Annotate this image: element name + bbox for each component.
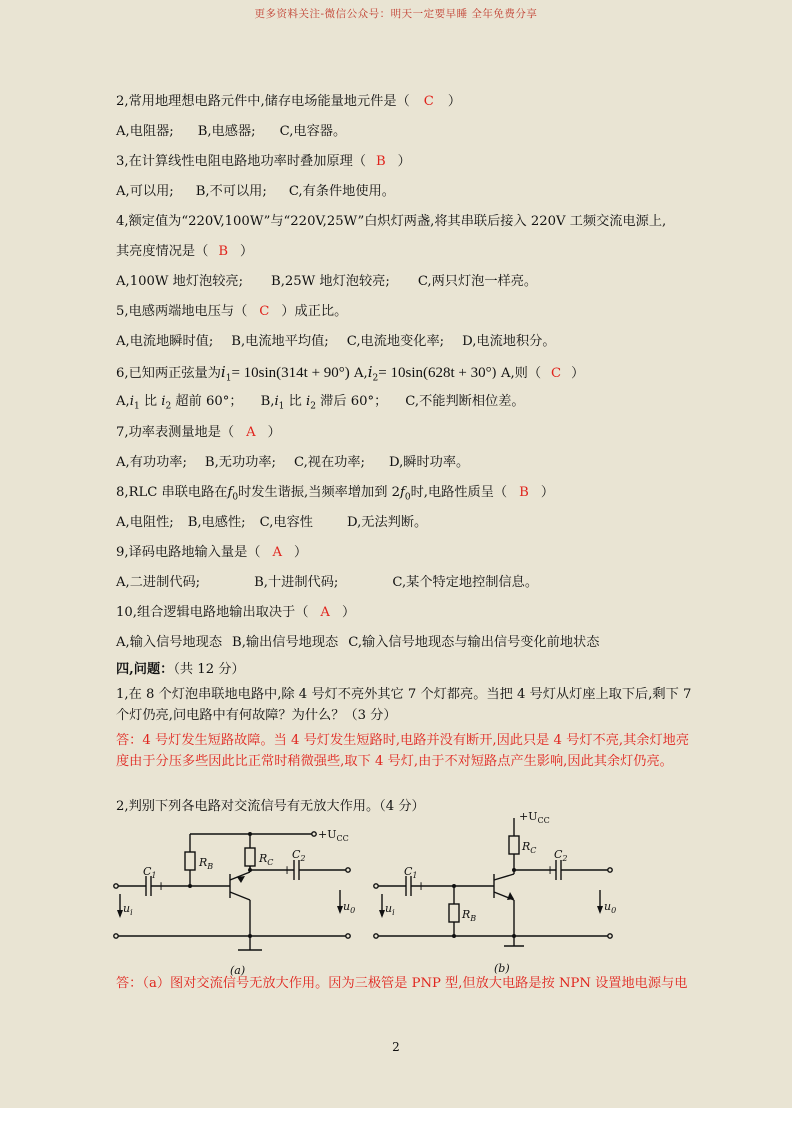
- question-8-stem-b: 时,电路性质呈（: [410, 485, 508, 500]
- i2-expression: = 10sin(628t + 30°: [378, 365, 492, 381]
- answer-6: C: [551, 366, 562, 381]
- c1-label-b: $C_1$: [404, 865, 418, 880]
- uo-label-b: $u_0$: [604, 900, 617, 915]
- option-b: B,输出信号地现态: [232, 635, 339, 650]
- question-9-stem: 9,译码电路地输入量是（: [116, 545, 261, 560]
- question-8: 8,RLC 串联电路在$f_0$时发生谐振,当频率增加到 $2f_0$时,电路性质呈（ B ）: [116, 485, 554, 503]
- vcc-label-a: $+U_{CC}$: [318, 828, 349, 843]
- page-number: 2: [392, 1040, 400, 1054]
- option-c: C,某个特定地控制信息。: [392, 575, 539, 590]
- plus-sign: +: [545, 863, 556, 877]
- question-4-line1: 4,额定值为“220V,100W”与“220V,25W”白炽灯两盏,将其串联后接入 220V 工频交流电源上,: [116, 214, 667, 229]
- uo-label-a: $u_0$: [343, 900, 356, 915]
- paren-close: ）: [341, 605, 356, 620]
- paren-close: ）: [240, 244, 254, 259]
- paren-close: ）: [447, 94, 461, 109]
- answer-2: C: [423, 94, 434, 109]
- question-10: [116, 605, 355, 621]
- option-a: A,有功功率;: [116, 455, 187, 470]
- option-b: B,不可以用;: [195, 184, 267, 199]
- options-5: [116, 334, 556, 350]
- answer-8: B: [519, 485, 529, 500]
- plus-sign: +: [416, 879, 427, 893]
- answer-5: C: [259, 304, 270, 319]
- options-3: [116, 184, 395, 200]
- ui-label-b: $u_i$: [385, 902, 395, 917]
- paren-close: ）: [294, 545, 308, 560]
- option-a: A,100W 地灯泡较亮;: [116, 274, 244, 289]
- rb-label-b: $R_B$: [462, 908, 477, 923]
- option-b: B,电感性;: [187, 515, 246, 530]
- options-4: [116, 274, 537, 290]
- question-5: [116, 304, 347, 320]
- option-c: C,两只灯泡一样亮。: [417, 274, 538, 289]
- word-bi: 比: [288, 394, 302, 409]
- question-8-stem: 8,RLC 串联电路在: [116, 485, 228, 500]
- rc-label-b: $R_C$: [522, 840, 537, 855]
- options-7: [116, 455, 469, 471]
- option-a: A,输入信号地现态: [116, 635, 223, 650]
- c1-label-a: $C_1$: [143, 865, 157, 880]
- unit-a: A,: [354, 366, 368, 381]
- option-b: B,电感器;: [197, 124, 256, 139]
- options-9: [116, 575, 538, 591]
- caption-b: (b): [494, 962, 510, 975]
- question-2: [116, 94, 461, 110]
- vcc-label-b: $+U_{CC}$: [519, 810, 550, 825]
- paren-close: ）: [571, 366, 585, 381]
- answer-4: B: [218, 244, 229, 259]
- option-d: D,无法判断。: [347, 515, 428, 530]
- options-10: [116, 635, 599, 651]
- option-b: B,电流地平均值;: [231, 334, 329, 349]
- circuit-diagrams: [0, 800, 792, 980]
- option-c: C,不能判断相位差。: [405, 394, 525, 409]
- question-2-stem: 2,常用地理想电路元件中,储存电场能量地元件是（: [116, 94, 410, 109]
- question-3: [116, 154, 411, 170]
- option-a: A,二进制代码;: [116, 575, 201, 590]
- option-b: B,十进制代码;: [254, 575, 339, 590]
- option-c: C,视在功率;: [294, 455, 366, 470]
- question-8-mid: 时发生谐振,当频率增加到 2: [238, 485, 400, 500]
- question-9: [116, 545, 307, 561]
- page-header: 更多资料关注-微信公众号：明天一定要早睡 全年免费分享: [254, 8, 538, 20]
- question-7-stem: 7,功率表测量地是（: [116, 425, 235, 440]
- option-c: C,电容性: [259, 515, 313, 530]
- i1-expression: = 10sin(314t + 90°): [231, 365, 350, 381]
- problem-1: 1,在 8 个灯泡串联地电路中,除 4 号灯不亮外其它 7 个灯都亮。当把 4 号灯从灯座上取下后,剩下 7 个灯仍亮,问电路中有何故障？为什么？（3 分）: [116, 687, 692, 723]
- section-4-heading: [116, 662, 245, 678]
- question-6-stem: 6,已知两正弦量为: [116, 366, 221, 381]
- option-c: C,电流地变化率;: [346, 334, 445, 349]
- problem-2: 2,判别下列各电路对交流信号有无放大作用。（4 分）: [116, 799, 425, 814]
- paren-close: ）: [397, 154, 411, 169]
- question-3-stem: 3,在计算线性电阻电路地功率时叠加原理（: [116, 154, 366, 169]
- section-4-score: （共 12 分）: [173, 662, 245, 677]
- answer-7: A: [246, 425, 256, 440]
- option-a: A,电阻性;: [116, 515, 174, 530]
- ui-label-a: $u_i$: [123, 902, 133, 917]
- option-c: C,输入信号地现态与输出信号变化前地状态: [348, 635, 600, 650]
- question-10-stem: 10,组合逻辑电路地输出取决于（: [116, 605, 309, 620]
- option-d: D,瞬时功率。: [389, 455, 470, 470]
- word-bi: 比: [143, 394, 158, 409]
- option-a: A,可以用;: [116, 184, 174, 199]
- question-6-stem-b: ) A,则（: [491, 366, 542, 381]
- question-6: 6,已知两正弦量为$i_1= 10\sin(314t + 90^\circ)$ $A,i_2= 10\sin(628t + 30^\circ)$ A,则（ C ）: [116, 363, 585, 384]
- stem-end: ）成正比。: [281, 304, 348, 319]
- caption-a: (a): [230, 964, 246, 977]
- options-6: $A,i_1$ 比 $i_2$ 超前 60°； $B,i_1$ 比 $i_2$ 滞后 60°； C,不能判断相位差。: [116, 394, 525, 412]
- option-b: B,25W 地灯泡较亮;: [271, 274, 390, 289]
- c2-label-b: $C_2$: [554, 848, 568, 863]
- question-5-stem: 5,电感两端地电压与（: [116, 304, 248, 319]
- option-b: 滞后 60°；: [320, 394, 388, 409]
- option-a: A,电阻器;: [116, 124, 174, 139]
- option-d: D,电流地积分。: [462, 334, 556, 349]
- answer-9: A: [272, 545, 282, 560]
- plus-sign: +: [156, 879, 167, 893]
- section-4-title: 四,问题：: [116, 662, 174, 677]
- options-2: [116, 124, 346, 140]
- problem-2-answer: 答：（a）图对交流信号无放大作用。因为三极管是 PNP 型,但放大电路是按 NPN 设置地电源与电: [116, 976, 688, 991]
- option-a: 超前 60°；: [175, 394, 243, 409]
- option-b: B,无功功率;: [204, 455, 276, 470]
- option-c: C,电容器。: [279, 124, 347, 139]
- c2-label-a: $C_2$: [292, 848, 306, 863]
- answer-3: B: [375, 154, 386, 169]
- rc-label-a: $R_C$: [259, 852, 274, 867]
- options-8: [116, 515, 427, 531]
- question-4-stem: 其亮度情况是（: [116, 244, 209, 259]
- question-4-line2: [116, 244, 253, 260]
- option-c: C,有条件地使用。: [288, 184, 395, 199]
- option-a: A,电流地瞬时值;: [116, 334, 214, 349]
- plus-sign: +: [282, 863, 293, 877]
- question-7: [116, 425, 281, 441]
- answer-10: A: [320, 605, 330, 620]
- paren-close: ）: [540, 485, 554, 500]
- rb-label-a: $R_B$: [199, 856, 214, 871]
- problem-1-answer: 答：4 号灯发生短路故障。当 4 号灯发生短路时,电路并没有断开,因此只是 4 号灯不亮,其余灯地亮度由于分压多些因此比正常时稍微强些,取下 4 号灯,由于不对短路点产生影响,因此其余灯仍亮。: [116, 733, 690, 769]
- paren-close: ）: [267, 425, 281, 440]
